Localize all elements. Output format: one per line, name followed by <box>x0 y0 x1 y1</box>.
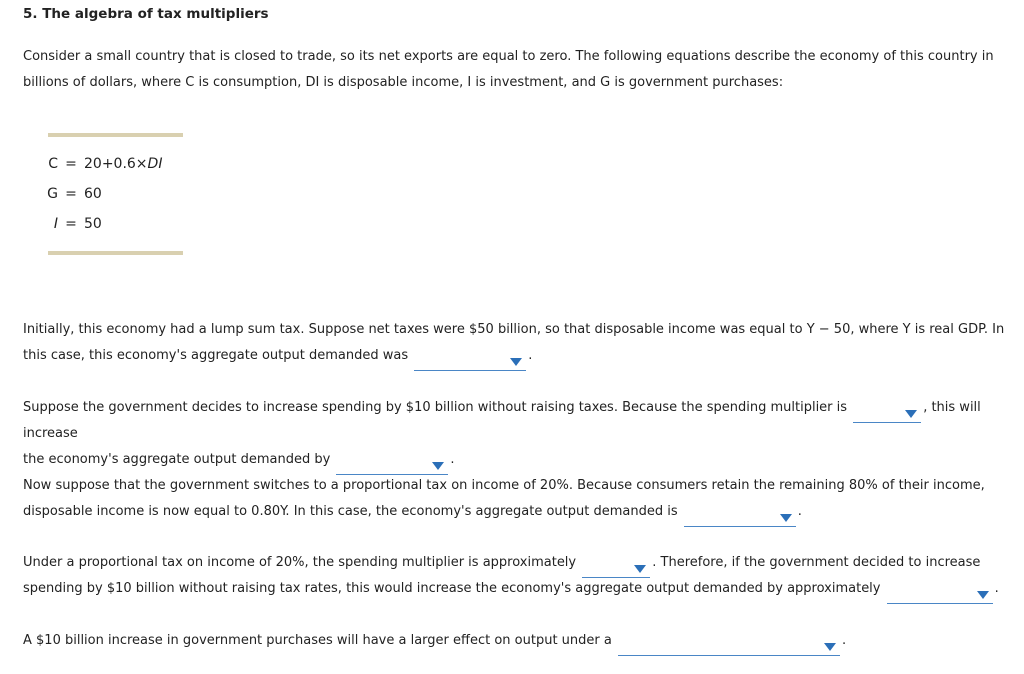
intro-line-2: billions of dollars, where C is consumption, DI is disposable income, I is investment, and G is government purchases: <box>23 75 784 90</box>
p2-end: . <box>450 452 455 467</box>
p4-line-1 <box>23 550 999 576</box>
p3-end: . <box>797 504 802 519</box>
p2-text: Suppose the government decides to increase spending by $10 billion without raising taxes. Because the spending multiplier is <box>23 400 848 415</box>
p4-text-2: spending by $10 billion without raising tax rates, this would increase the economy's aggregate output demanded by approximately <box>23 581 881 596</box>
spending-multiplier-dropdown[interactable] <box>853 404 921 423</box>
p4-text-post: . Therefore, if the government decided to increase <box>652 555 981 570</box>
equation-rhs: 60 <box>84 186 102 202</box>
p1-end: . <box>528 348 533 363</box>
equation-sign: = <box>65 216 77 232</box>
p2-line-2 <box>23 447 1024 473</box>
p1-line-2 <box>23 343 1004 369</box>
p2-text-post: , this will increase <box>23 400 981 441</box>
equation-rhs: 50 <box>84 216 102 232</box>
dropdown-arrow-icon <box>780 514 792 522</box>
p1-text: this case, this economy's aggregate output demanded was <box>23 348 409 363</box>
dropdown-arrow-icon <box>634 565 646 573</box>
equation-government <box>48 179 183 209</box>
proportional-multiplier-dropdown[interactable] <box>582 559 650 578</box>
initial-output-dropdown[interactable] <box>414 352 526 371</box>
equation-consumption <box>48 149 183 179</box>
proportional-increase-dropdown[interactable] <box>887 585 993 604</box>
dropdown-arrow-icon <box>824 643 836 651</box>
equation-rhs-variable: DI <box>147 156 163 172</box>
p2-line-1 <box>23 395 1024 447</box>
p3-line-1: Now suppose that the government switches to a proportional tax on income of 20%. Because consumers retain the remaining 80% of their income, <box>23 478 985 493</box>
p4-text: Under a proportional tax on income of 20%, the spending multiplier is approximately <box>23 555 577 570</box>
paragraph-larger-effect <box>23 628 846 654</box>
p1-line-1: Initially, this economy had a lump sum tax. Suppose net taxes were $50 billion, so that disposable income was equal to Y − 50, where Y is real GDP. In <box>23 322 1005 337</box>
dropdown-arrow-icon <box>510 358 522 366</box>
equation-lhs: C <box>48 156 58 172</box>
table-bottom-rule <box>48 251 183 255</box>
proportional-output-dropdown[interactable] <box>684 508 796 527</box>
p5-end: . <box>842 633 847 648</box>
dropdown-arrow-icon <box>977 591 989 599</box>
equation-lhs: I <box>53 216 58 232</box>
p4-line-2 <box>23 576 999 602</box>
intro-line-1: Consider a small country that is closed to trade, so its net exports are equal to zero. The following equations describe the economy of this country in <box>23 49 994 64</box>
p3-text: disposable income is now equal to 0.80Y. In this case, the economy's aggregate output demanded is <box>23 504 678 519</box>
paragraph-proportional-tax <box>23 473 985 525</box>
p5-text: A $10 billion increase in government purchases will have a larger effect on output under a <box>23 633 612 648</box>
equation-sign: = <box>65 156 77 172</box>
p3-line-2 <box>23 499 985 525</box>
p4-end: . <box>994 581 999 596</box>
p5-line-1 <box>23 628 846 654</box>
equation-rhs: 20+0.6× <box>84 156 148 172</box>
larger-effect-tax-dropdown[interactable] <box>618 637 840 656</box>
equation-lhs: G <box>47 186 58 202</box>
equation-investment <box>48 209 183 239</box>
question-title: 5. The algebra of tax multipliers <box>23 6 269 22</box>
intro-paragraph <box>23 44 994 96</box>
equation-sign: = <box>65 186 77 202</box>
paragraph-lump-sum <box>23 317 1004 369</box>
p2-text-2: the economy's aggregate output demanded by <box>23 452 331 467</box>
equations-table <box>48 133 183 255</box>
dropdown-arrow-icon <box>905 410 917 418</box>
paragraph-spending-increase <box>23 395 1024 473</box>
dropdown-arrow-icon <box>432 462 444 470</box>
paragraph-proportional-multiplier <box>23 550 999 602</box>
